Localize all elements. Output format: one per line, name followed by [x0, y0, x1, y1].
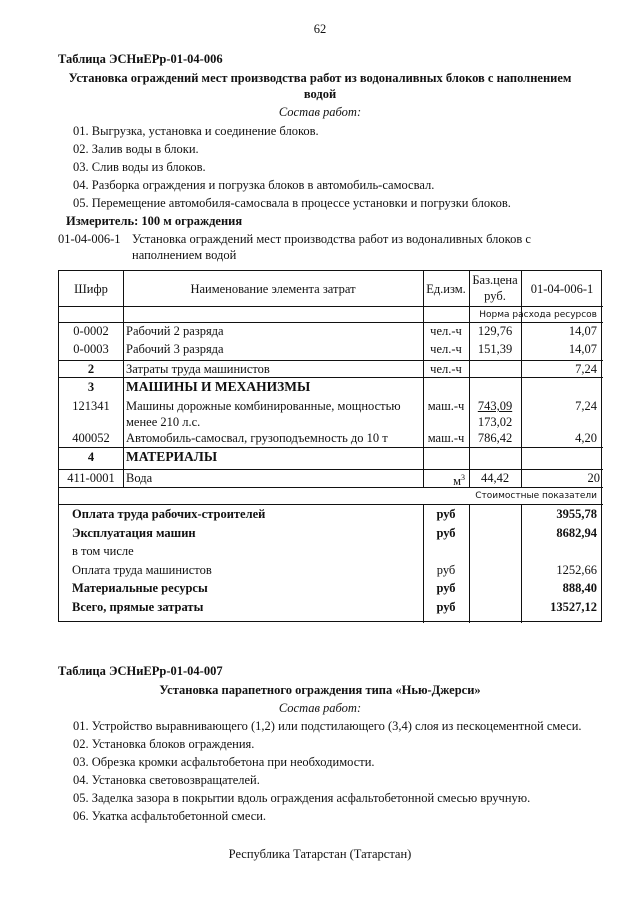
cost-unit: руб	[436, 581, 456, 595]
resource-table	[58, 270, 602, 622]
row-code: 2	[87, 362, 95, 376]
table1-item-desc-line1: Установка ограждений мест производства работ из водоналивных блоков с	[132, 232, 531, 246]
table1-work-item: 04. Разборка ограждения и погрузка блоков в автомобиль-самосвал.	[73, 178, 435, 192]
cost-unit: руб	[436, 526, 456, 540]
table1-title-line1: Установка ограждений мест производства работ из водоналивных блоков с наполнением	[68, 71, 572, 85]
row-unit: маш.-ч	[427, 399, 465, 413]
table1-meter: Измеритель: 100 м ограждения	[66, 214, 243, 228]
table2-work-item: 01. Устройство выравнивающего (1,2) или подстилающего (3,4) слоя из пескоцементной смеси.	[73, 719, 582, 733]
footer-region: Республика Татарстан (Татарстан)	[228, 847, 412, 861]
table2-work-item: 02. Установка блоков ограждения.	[73, 737, 255, 751]
cost-unit: руб	[436, 563, 456, 577]
table1-item-desc-line2: наполнением водой	[132, 248, 237, 262]
row-name: Автомобиль-самосвал, грузоподъемность до 10 т	[126, 431, 388, 445]
table1-work-item: 01. Выгрузка, установка и соединение блоков.	[73, 124, 319, 138]
header-unit: Ед.изм.	[426, 282, 466, 296]
cost-name: в том числе	[72, 544, 134, 558]
row-price-line2: 173,02	[477, 415, 513, 429]
row-name: Вода	[126, 471, 153, 485]
table1-code-title: Таблица ЭСНиЕРр-01-04-006	[58, 52, 223, 66]
cost-name: Оплата труда машинистов	[72, 563, 212, 577]
cost-name: Эксплуатация машин	[72, 526, 196, 540]
row-name: Рабочий 2 разряда	[126, 324, 224, 338]
cost-value: 1252,66	[556, 563, 597, 577]
cost-name: Всего, прямые затраты	[72, 600, 204, 614]
row-value: 14,07	[568, 342, 597, 356]
cost-unit: руб	[436, 507, 456, 521]
table2-code-title: Таблица ЭСНиЕРр-01-04-007	[58, 664, 223, 678]
table2-work-item: 04. Установка световозвращателей.	[73, 773, 260, 787]
section-machines: МАШИНЫ И МЕХАНИЗМЫ	[126, 379, 311, 394]
header-price-line1: Баз.цена	[472, 273, 518, 287]
row-unit: $м^3$	[453, 473, 465, 489]
table2-composition-title: Состав работ:	[278, 701, 362, 715]
row-unit: чел.-ч	[430, 362, 462, 376]
section-code: 4	[87, 450, 95, 464]
section-code: 3	[87, 380, 95, 394]
row-unit: маш.-ч	[427, 431, 465, 445]
header-norm: 01-04-006-1	[530, 282, 594, 296]
header-code: Шифр	[74, 282, 108, 296]
cost-value: 13527,12	[550, 600, 597, 614]
row-name: Затраты труда машинистов	[126, 362, 270, 376]
row-value: 7,24	[575, 362, 597, 376]
row-unit: чел.-ч	[430, 342, 462, 356]
row-price: 129,76	[477, 324, 513, 338]
table1-work-item: 02. Залив воды в блоки.	[73, 142, 199, 156]
row-price: 44,42	[480, 471, 510, 485]
row-value: 4,20	[575, 431, 597, 445]
cost-value: 888,40	[562, 581, 597, 595]
row-price-line1: 743,09	[477, 399, 513, 413]
header-price-line2: руб.	[484, 289, 506, 303]
cost-section-label: Стоимостные показатели	[475, 491, 597, 501]
table2-title: Установка парапетного ограждения типа «Нью-Джерси»	[159, 683, 481, 697]
page-number: 62	[313, 22, 327, 36]
cost-unit: руб	[436, 600, 456, 614]
table1-work-item: 05. Перемещение автомобиля-самосвала в процессе установки и погрузки блоков.	[73, 196, 511, 210]
row-code: 411-0001	[67, 471, 115, 485]
row-code: 0-0002	[73, 324, 109, 338]
row-code: 0-0003	[73, 342, 109, 356]
row-name-line1: Машины дорожные комбинированные, мощностью	[126, 399, 401, 413]
row-unit: чел.-ч	[430, 324, 462, 338]
section-materials: МАТЕРИАЛЫ	[126, 449, 218, 464]
row-code: 400052	[72, 431, 110, 445]
table2-work-item: 03. Обрезка кромки асфальтобетона при необходимости.	[73, 755, 375, 769]
cost-value: 8682,94	[556, 526, 597, 540]
row-name: Рабочий 3 разряда	[126, 342, 224, 356]
table2-work-item: 05. Заделка зазора в покрытии вдоль ограждения асфальтобетонной смесью вручную.	[73, 791, 531, 805]
row-price: 151,39	[477, 342, 513, 356]
row-price: 786,42	[477, 431, 513, 445]
row-value: 14,07	[568, 324, 597, 338]
table1-item-code: 01-04-006-1	[58, 232, 121, 246]
row-value: 7,24	[575, 399, 597, 413]
table1-composition-title: Состав работ:	[278, 105, 362, 119]
cost-name: Материальные ресурсы	[72, 581, 208, 595]
table1-work-item: 03. Слив воды из блоков.	[73, 160, 206, 174]
cost-name: Оплата труда рабочих-строителей	[72, 507, 266, 521]
row-code: 121341	[72, 399, 110, 413]
norm-section-label: Норма расхода ресурсов	[479, 310, 597, 320]
cost-value: 3955,78	[556, 507, 597, 521]
row-name-line2: менее 210 л.с.	[126, 415, 201, 429]
table2-work-item: 06. Укатка асфальтобетонной смеси.	[73, 809, 267, 823]
header-name: Наименование элемента затрат	[190, 282, 356, 296]
row-value: 20	[587, 471, 600, 485]
table1-title-line2: водой	[303, 87, 337, 101]
